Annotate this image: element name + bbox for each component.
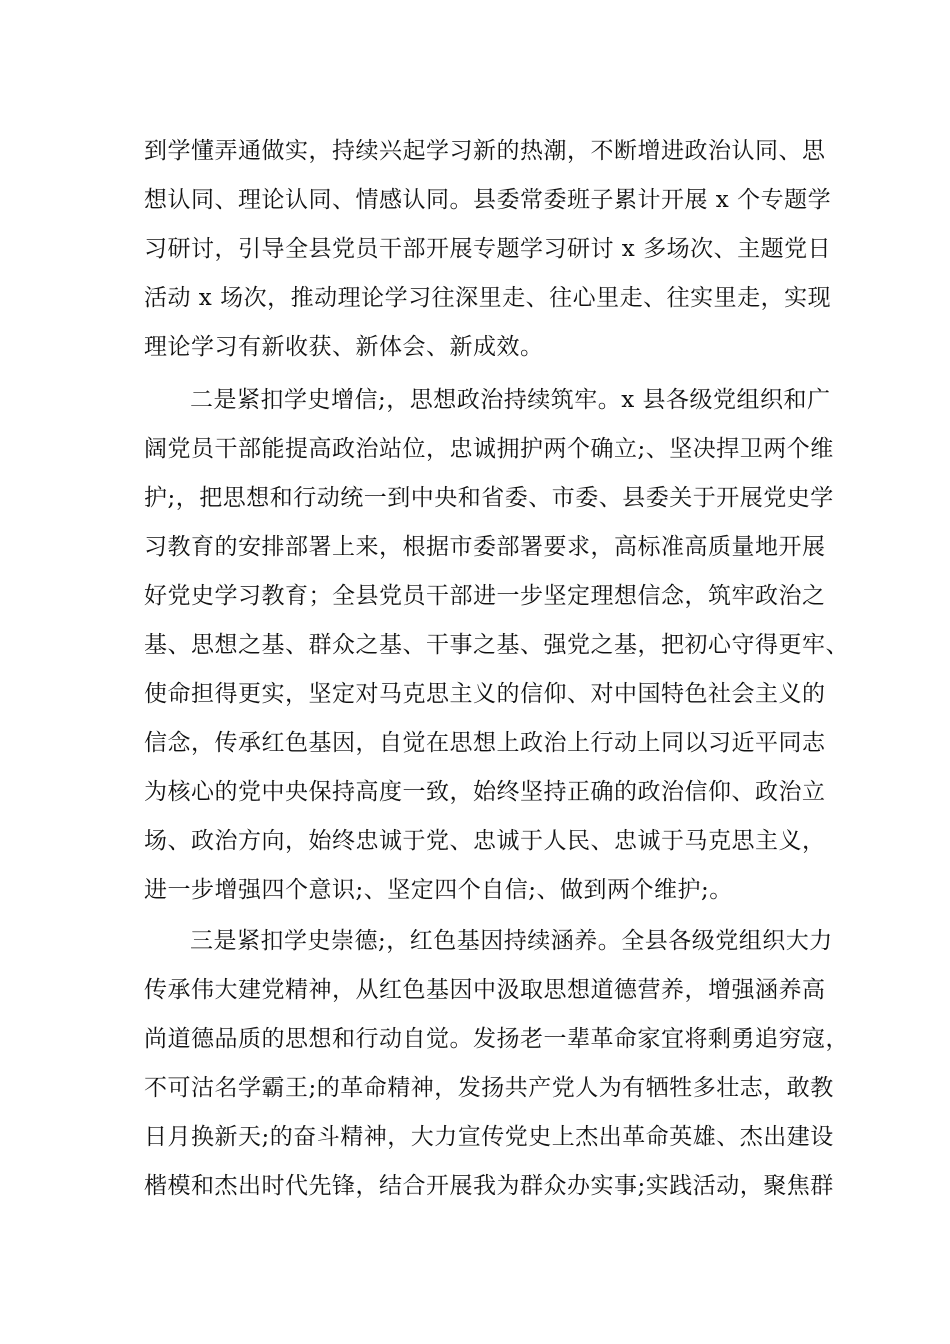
text-line: 尚道德品质的思想和行动自觉。发扬老一辈革命家宜将剩勇追穷寇，: [144, 1026, 849, 1052]
paragraph-two-first-line: 二是紧扣学史增信;，思想政治持续筑牢。x 县各级党组织和广: [190, 387, 831, 413]
text-line: 为核心的党中央保持高度一致，始终坚持正确的政治信仰、政治立: [144, 779, 826, 805]
text-line: 习研讨，引导全县党员干部开展专题学习研讨 x 多场次、主题党日: [144, 236, 832, 262]
text-line: 护;，把思想和行动统一到中央和省委、市委、县委关于开展党史学: [144, 485, 834, 511]
text-line: 好党史学习教育；全县党员干部进一步坚定理想信念，筑牢政治之: [144, 583, 826, 609]
text-line: 习教育的安排部署上来，根据市委部署要求，高标准高质量地开展: [144, 534, 826, 560]
text-line: 想认同、理论认同、情感认同。县委常委班子累计开展 x 个专题学: [144, 187, 832, 213]
text-line: 使命担得更实，坚定对马克思主义的信仰、对中国特色社会主义的: [144, 681, 826, 707]
text-line: 楷模和杰出时代先锋，结合开展我为群众办实事;实践活动，聚焦群: [144, 1173, 834, 1199]
text-line: 基、思想之基、群众之基、干事之基、强党之基，把初心守得更牢、: [144, 632, 849, 658]
text-line: 传承伟大建党精神，从红色基因中汲取思想道德营养，增强涵养高: [144, 977, 826, 1003]
text-line: 阔党员干部能提高政治站位，忠诚拥护两个确立;、坚决捍卫两个维: [144, 436, 834, 462]
paragraph-three-first-line: 三是紧扣学史崇德;，红色基因持续涵养。全县各级党组织大力: [190, 928, 833, 954]
text-line: 理论学习有新收获、新体会、新成效。: [144, 334, 544, 360]
text-line: 日月换新天;的奋斗精神，大力宣传党史上杰出革命英雄、杰出建设: [144, 1124, 834, 1150]
text-line: 进一步增强四个意识;、坚定四个自信;、做到两个维护;。: [144, 877, 733, 903]
text-line: 活动 x 场次，推动理论学习往深里走、往心里走、往实里走，实现: [144, 285, 832, 311]
text-line: 不可沽名学霸王;的革命精神，发扬共产党人为有牺牲多壮志，敢教: [144, 1075, 834, 1101]
text-line: 到学懂弄通做实，持续兴起学习新的热潮，不断增进政治认同、思: [144, 138, 826, 164]
text-line: 信念，传承红色基因，自觉在思想上政治上行动上同以习近平同志: [144, 730, 826, 756]
text-line: 场、政治方向，始终忠诚于党、忠诚于人民、忠诚于马克思主义，: [144, 828, 826, 854]
